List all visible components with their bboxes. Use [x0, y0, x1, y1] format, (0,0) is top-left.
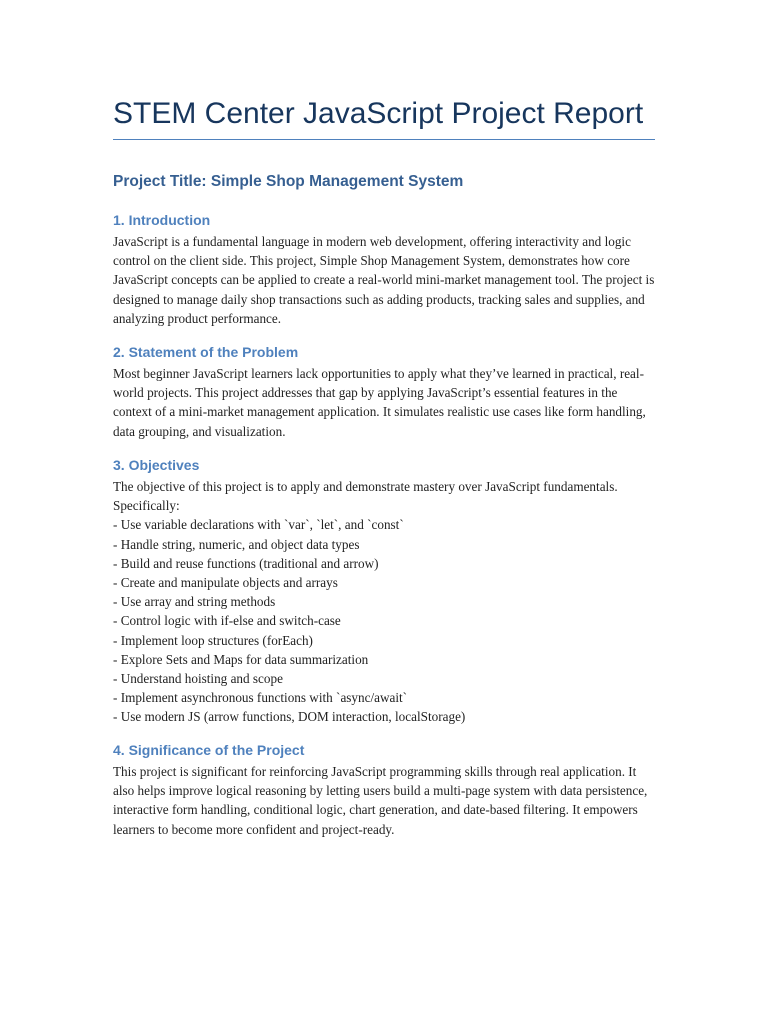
- section-introduction: [113, 209, 655, 328]
- objective-item: - Create and manipulate objects and arrays: [113, 575, 338, 591]
- objective-item: - Use modern JS (arrow functions, DOM interaction, localStorage): [113, 709, 466, 725]
- objective-item: - Use array and string methods: [113, 594, 276, 610]
- section-body-problem: Most beginner JavaScript learners lack opportunities to apply what they’ve learned in practical, real-world projects. This project addresses that gap by applying JavaScript’s essential features in the context of a mini-market management application. It simulates realistic use cases like form handling, data grouping, and visualization.: [113, 366, 646, 439]
- section-significance: [113, 739, 655, 839]
- objective-item: - Explore Sets and Maps for data summarization: [113, 651, 369, 667]
- objective-item: - Understand hoisting and scope: [113, 671, 283, 687]
- section-heading-significance: 4. Significance of the Project: [113, 742, 305, 758]
- section-heading-problem: 2. Statement of the Problem: [113, 344, 299, 360]
- document-title: STEM Center JavaScript Project Report: [113, 97, 644, 130]
- objective-item: - Implement asynchronous functions with `async/await`: [113, 690, 408, 706]
- project-title: Project Title: Simple Shop Management System: [113, 173, 464, 190]
- section-intro-objectives: The objective of this project is to apply and demonstrate mastery over JavaScript fundamentals. Specifically:: [113, 479, 618, 514]
- section-objectives: [113, 454, 655, 727]
- section-body-introduction: JavaScript is a fundamental language in modern web development, offering interactivity and logic control on the client side. This project, Simple Shop Management System, demonstrates how core JavaScript concepts can be applied to create a real-world mini-market management tool. The project is designed to manage daily shop transactions such as adding products, tracking sales and supplies, and analyzing product performance.: [113, 234, 655, 326]
- title-divider: [113, 139, 655, 140]
- objective-item: - Build and reuse functions (traditional and arrow): [113, 555, 379, 571]
- objective-item: - Control logic with if-else and switch-case: [113, 613, 341, 629]
- section-heading-introduction: 1. Introduction: [113, 212, 211, 228]
- objective-item: - Handle string, numeric, and object data types: [113, 536, 360, 552]
- section-heading-objectives: 3. Objectives: [113, 457, 200, 473]
- objective-item: - Use variable declarations with `var`, `let`, and `const`: [113, 517, 404, 533]
- section-problem: [113, 341, 655, 441]
- section-body-significance: This project is significant for reinforcing JavaScript programming skills through real application. It also helps improve logical reasoning by letting users build a multi-page system with data persistence, interactive form handling, conditional logic, chart generation, and date-based filtering. It empowers learners to become more confident and project-ready.: [113, 764, 648, 837]
- objective-item: - Implement loop structures (forEach): [113, 632, 313, 648]
